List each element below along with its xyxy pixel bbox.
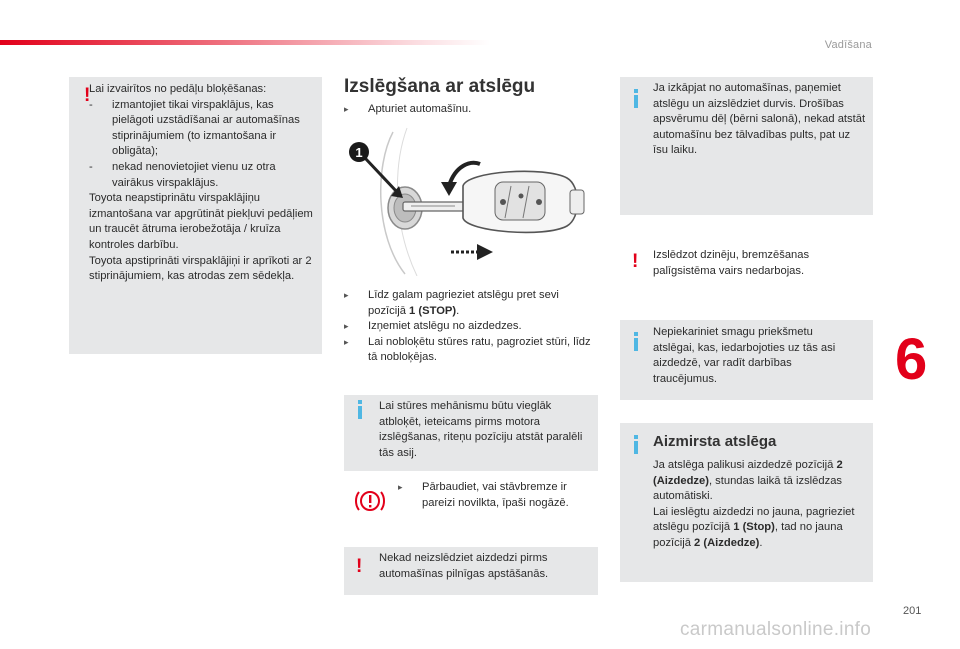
info-icon xyxy=(634,435,638,454)
step-stop-vehicle: ▸ Apturiet automašīnu. xyxy=(344,102,594,118)
list-item: - nekad nenovietojiet vienu uz otra vairākus virspaklājus. xyxy=(89,160,276,189)
chapter-number: 6 xyxy=(895,327,928,392)
info-icon xyxy=(634,89,638,108)
list-item: ▸ Lai nobloķētu stūres ratu, pagroziet stūri, līdz tā nobloķējas. xyxy=(344,335,591,364)
warning-icon: ! xyxy=(84,85,91,106)
pedal-warning-box xyxy=(69,77,322,354)
key-in-ignition-drawing xyxy=(345,126,597,276)
warning-paragraph: Toyota apstiprināti virspaklājiņi ir aprīkoti ar 2 stiprinājumiem, kas atrodas zem sēdekļa. xyxy=(89,254,312,283)
key-security-info-box: Ja izkāpjat no automašīnas, paņemiet atslēgu un aizslēdziet durvis. Drošības apsvērumu dēļ (bērni salonā), nekad atstāt automašīnu bez tālvadības pults, pat uz īsu laiku. xyxy=(620,77,873,215)
warning-icon: ! xyxy=(356,556,363,577)
warning-icon: ! xyxy=(632,251,639,272)
key-illustration xyxy=(345,126,597,276)
parking-brake-icon xyxy=(354,488,386,514)
forgotten-key-text: Ja atslēga palikusi aizdedzē pozīcijā 2 (Aizdedze), stundas laikā tā izslēdzas automātiski. Lai ieslēgtu aizdedzi no jauna, pagrieziet atslēgu pozīcijā 1 (Stop), tad no jauna pozīcijā 2 (Aizdedze). xyxy=(653,459,855,549)
forgotten-key-title: Aizmirsta atslēga xyxy=(653,433,777,450)
steps-list xyxy=(344,288,594,366)
header-gradient-bar xyxy=(0,40,490,45)
list-item: ▸ Līdz galam pagrieziet atslēgu pret sevi pozīcijā 1 (STOP). xyxy=(344,289,559,317)
ignition-warning-box: ! Nekad neizslēdziet aizdedzi pirms automašīnas pilnīgas apstāšanās. xyxy=(344,547,598,595)
warning-paragraph: Toyota neapstiprinātu virspaklājiņu izmantošana var apgrūtināt piekļuvi pedāļiem un traucēt ātruma ierobežotāja / kruīza kontroles darbību. xyxy=(89,192,313,251)
section-title: Vadīšana xyxy=(824,39,872,51)
page-title: Izslēgšana ar atslēgu xyxy=(344,76,536,97)
forgotten-key-box xyxy=(620,423,873,582)
info-icon xyxy=(634,332,638,351)
arrow-bullet-icon: ▸ xyxy=(344,290,349,300)
parking-brake-check: ▸ Pārbaudiet, vai stāvbremze ir pareizi novilkta, īpaši nogāzē. xyxy=(344,476,598,524)
watermark: carmanualsonline.info xyxy=(680,619,872,640)
list-item: - izmantojiet tikai virspaklājus, kas pielāgoti uzstādīšanai ar automašīnas stiprinājumiem (to izmantošana ir obligāta); xyxy=(89,98,300,158)
arrow-bullet-icon: ▸ xyxy=(344,104,349,114)
brake-assist-warning: ! Izslēdzot dzinēju, bremzēšanas palīgsistēma vairs nedarbojas. xyxy=(632,249,810,277)
list-item: ▸ Izņemiet atslēgu no aizdedzes. xyxy=(344,319,594,335)
info-icon xyxy=(358,400,362,419)
arrow-bullet-icon: ▸ xyxy=(398,482,403,492)
arrow-bullet-icon: ▸ xyxy=(344,321,349,332)
heavy-object-info-box: Nepiekariniet smagu priekšmetu atslēgai, kas, iedarbojoties uz tās asi aizdedzē, var radīt darbības traucējumus. xyxy=(620,320,873,400)
arrow-bullet-icon: ▸ xyxy=(344,336,349,347)
callout-number: 1 xyxy=(355,145,363,160)
warning-intro: Lai izvairītos no pedāļu bloķēšanas: xyxy=(89,83,267,95)
page-number: 201 xyxy=(903,605,922,617)
steering-info-box: Lai stūres mehānismu būtu vieglāk atbloķēt, ieteicams pirms motora izslēgšanas, riteņu pozīciju atstāt paralēli tās asij. xyxy=(344,395,598,471)
